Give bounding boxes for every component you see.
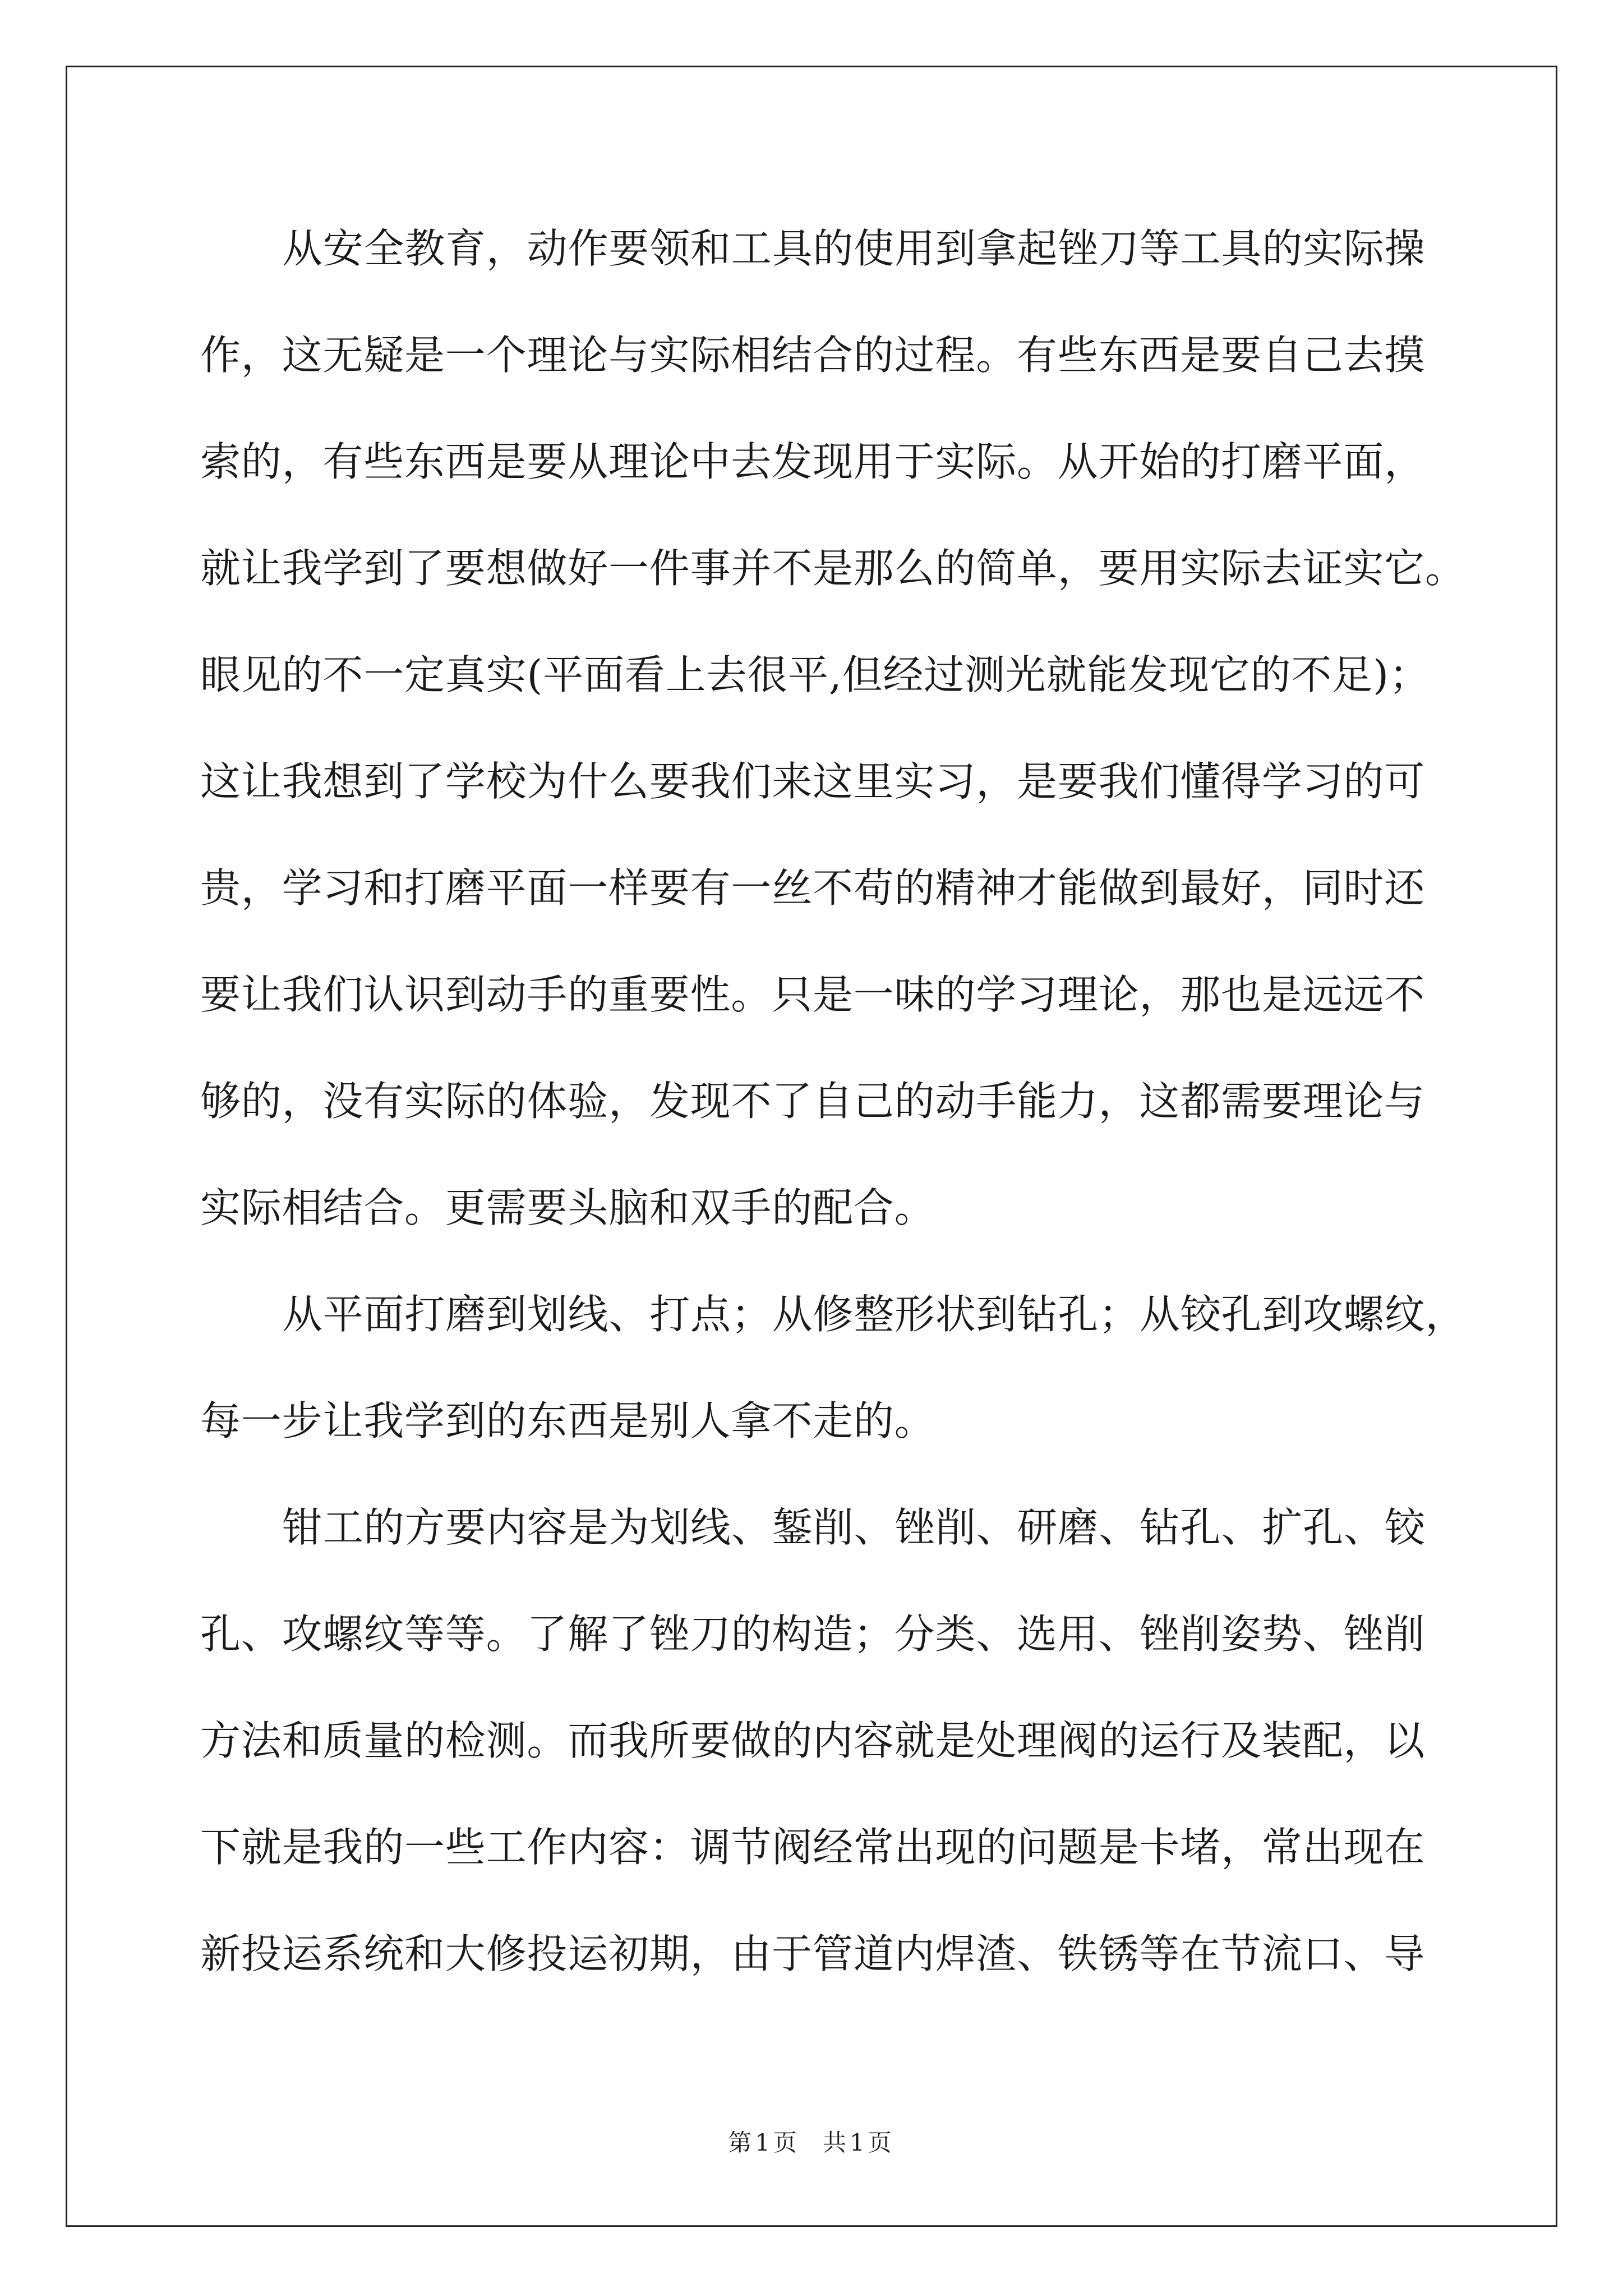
text-line: 下就是我的一些工作内容：调节阀经常出现的问题是卡堵，常出现在 (200, 1824, 1426, 1871)
text-line: 要让我们认识到动手的重要性。只是一味的学习理论，那也是远远不 (200, 971, 1426, 1018)
text-line: 作，这无疑是一个理论与实际相结合的过程。有些东西是要自己去摸 (200, 332, 1426, 379)
text-line: 够的，没有实际的体验，发现不了自己的动手能力，这都需要理论与 (200, 1078, 1426, 1125)
text-line: 新投运系统和大修投运初期，由于管道内焊渣、铁锈等在节流口、导 (200, 1930, 1426, 1977)
paragraph (200, 1474, 1546, 2007)
total-pages-label: 共1页 (823, 2129, 895, 2156)
text-line: 从平面打磨到划线、打点；从修整形状到钻孔；从铰孔到攻螺纹， (282, 1291, 1467, 1338)
text-line: 从安全教育，动作要领和工具的使用到拿起锉刀等工具的实际操 (282, 225, 1426, 272)
text-line: 就让我学到了要想做好一件事并不是那么的简单，要用实际去证实它。 (200, 545, 1466, 592)
text-line: 贵，学习和打磨平面一样要有一丝不苟的精神才能做到最好，同时还 (200, 864, 1426, 912)
current-page-label: 第1页 (728, 2129, 800, 2156)
text-line: 索的，有些东西是要从理论中去发现用于实际。从开始的打磨平面， (200, 438, 1426, 485)
text-line: 实际相结合。更需要头脑和双手的配合。 (200, 1184, 935, 1231)
paragraph (200, 195, 1546, 1261)
text-line: 眼见的不一定真实(平面看上去很平,但经过测光就能发现它的不足)； (200, 651, 1430, 698)
text-line: 这让我想到了学校为什么要我们来这里实习，是要我们懂得学习的可 (200, 758, 1426, 805)
text-line: 孔、攻螺纹等等。了解了锉刀的构造；分类、选用、锉削姿势、锉削 (200, 1611, 1426, 1658)
page-footer (0, 2126, 1623, 2160)
text-line: 钳工的方要内容是为划线、錾削、锉削、研磨、钻孔、扩孔、铰 (282, 1504, 1426, 1551)
paragraph (200, 1261, 1546, 1474)
text-line: 每一步让我学到的东西是别人拿不走的。 (200, 1397, 935, 1444)
body-text (200, 195, 1546, 2007)
text-line: 方法和质量的检测。而我所要做的内容就是处理阀的运行及装配，以 (200, 1717, 1426, 1764)
